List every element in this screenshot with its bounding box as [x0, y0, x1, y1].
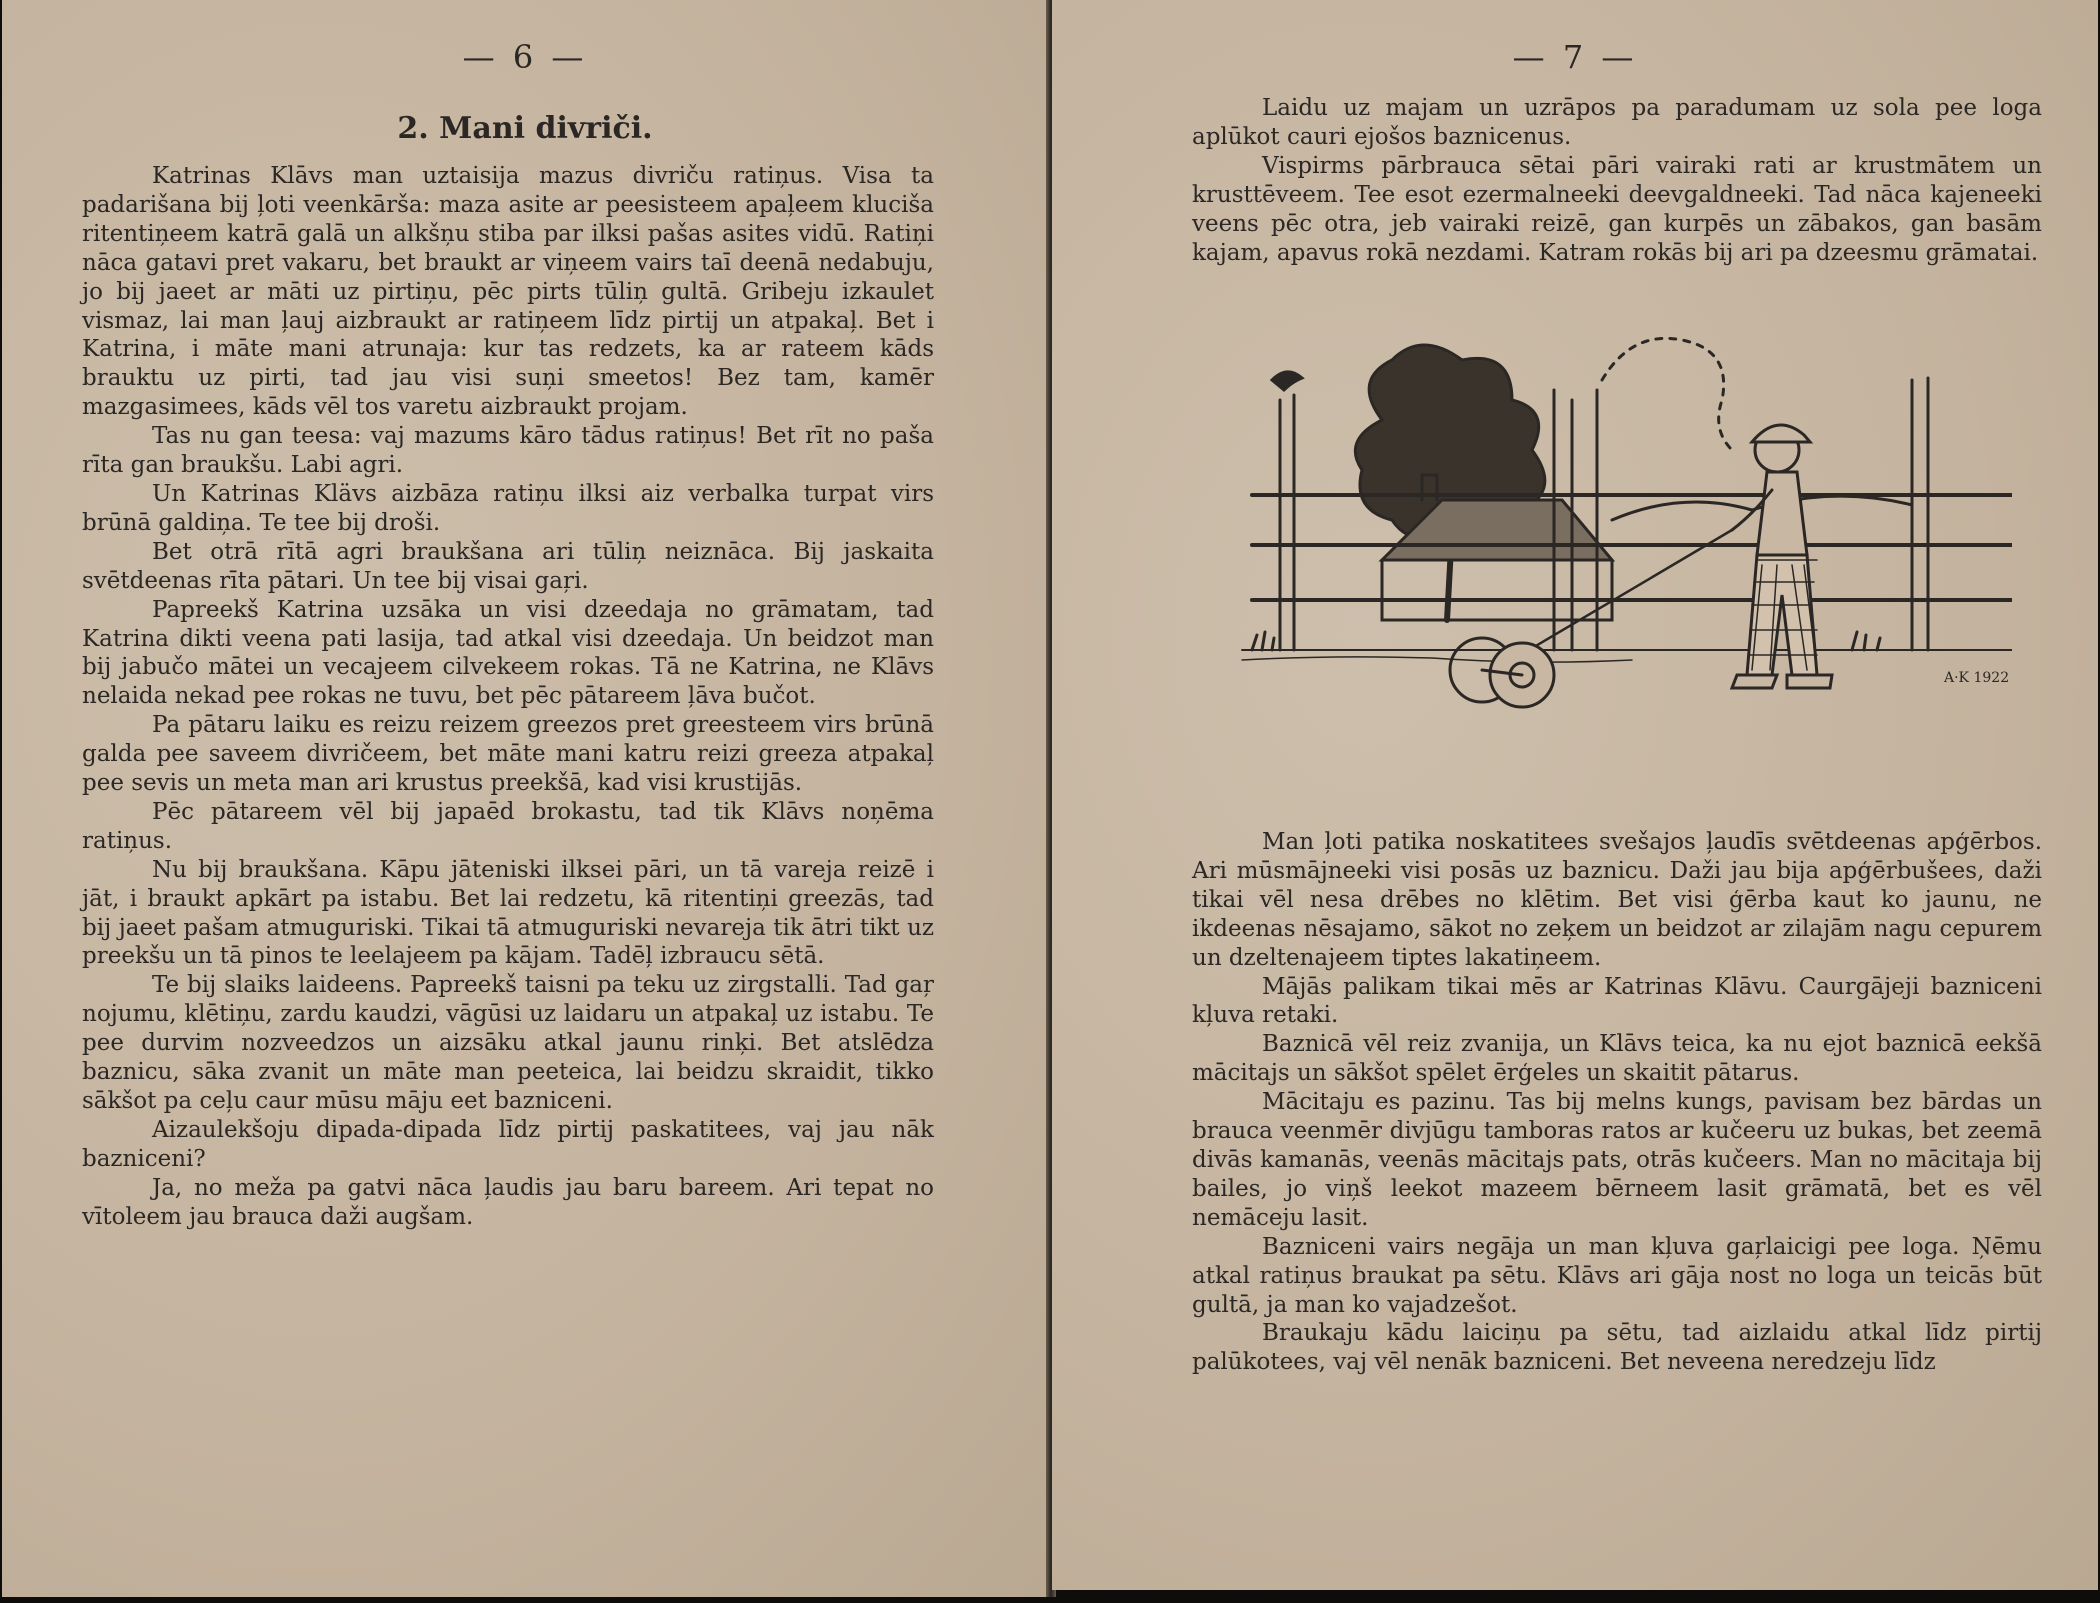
paragraph: Vispirms pārbrauca sētai pāri vairaki rati ar krustmātem un krusttēveem. Tee esot ezermalneeki deevgaldneeki. Tad nāca kajeneeki veens pēc otra, jeb vairaki reizē, gan kurpēs un zābakos, gan basām kajam, apavus rokā nezdami. Katram rokās bij ari pa dzeesmu grāmatai.	[1192, 152, 2042, 266]
right-page	[1052, 0, 2098, 1590]
paragraph: Pēc pātareem vēl bij japaēd brokastu, tad tik Klāvs noņēma ratiņus.	[82, 798, 934, 854]
paragraph: Mācitaju es pazinu. Tas bij melns kungs, pavisam bez bārdas un brauca veenmēr divjūgu tamboras ratos ar kučeeru uz bukas, bet zeemā divās kamanās, veenās mācitajs pats, otrās kučeers. Man no mācitaja bij bailes, jo viņš leekot mazeem bērneem lasit grāmatā, bet es vēl nemāceju lasit.	[1192, 1089, 2042, 1231]
paragraph: Tas nu gan teesa: vaj mazums kāro tādus ratiņus! Bet rīt no paša rīta gan braukšu. Labi agri.	[82, 423, 934, 479]
paragraph: Laidu uz majam un uzrāpos pa paradumam uz sola pee loga aplūkot cauri ejošos baznicenus.	[1192, 95, 2042, 150]
artist-monogram: A·K 1922	[1944, 670, 2010, 686]
left-body-text	[82, 162, 934, 1232]
paragraph: Braukaju kādu laiciņu pa sētu, tad aizlaidu atkal līdz pirtij palūkotees, vaj vēl nenāk bazniceni. Bet neveena neredzeju līdz	[1192, 1320, 2042, 1376]
paragraph: Pa pātaru laiku es reizu reizem greezos pret greesteem virs brūnā galda pee saveem divričeem, bet māte mani katru reizi greeza atpakaļ pee sevis un meta man ari krustus preekšā, kad visi krustijās.	[82, 712, 934, 797]
paragraph: Man ļoti patika noskatitees svešajos ļaudīs svētdeenas apģērbos. Ari mūsmājneeki visi posās uz baznicu. Daži jau bija apģērbušees, daži tikai vēl nesa drēbes no klētim. Bet visi ģērba kaut ko jaunu, ne ikdeenas nēsajamo, sākot no zeķem un beidzot ar zilajām nagu cepurem un dzeltenajeem tiptes lakatiņeem.	[1192, 829, 2042, 971]
paragraph: Un Katrinas Klävs aizbāza ratiņu ilksi aiz verbalka turpat virs brūnā galdiņa. Te tee bij droši.	[82, 480, 934, 536]
paragraph: Aizaulekšoju dipada-dipada līdz pirtij paskatitees, vaj jau nāk bazniceni?	[82, 1116, 934, 1172]
paragraph: Mājās palikam tikai mēs ar Katrinas Klāvu. Caurgājeji bazniceni kļuva retaki.	[1192, 973, 2042, 1029]
paragraph: Ja, no meža pa gatvi nāca ļaudis jau baru bareem. Ari tepat no vītoleem jau brauca daži augšam.	[82, 1174, 934, 1230]
paragraph: Papreekš Katrina uzsāka un visi dzeedaja no grāmatam, tad Katrina dikti veena pati lasija, tad atkal visi dzeedaja. Un beidzot man bij jabučo mātei un vecajeem cilvekeem rokas. Tā ne Katrina, ne Klāvs nelaida nekad pee rokas ne tuvu, bet pēc pātareem ļāva bučot.	[82, 596, 934, 710]
illustration-drawing	[1232, 320, 2012, 820]
paragraph: Bet otrā rītā agri braukšana ari tūliņ neiznāca. Bij jaskaita svētdeenas rīta pātari. Un tee bij visai gaŗi.	[82, 538, 934, 594]
paragraph: Katrinas Klāvs man uztaisija mazus divriču ratiņus. Visa ta padarišana bij ļoti veenkārša: maza asite ar peesisteem apaļeem kluciša ritentiņeem katrā galā un alkšņu stiba par ilksi pašas asites vidū. Ratiņi nāca gatavi pret vakaru, bet braukt ar viņeem vairs taī deenā nedabuju, jo bij jaeet ar māti uz pirtiņu, pēc pirts tūliņ gultā. Gribeju izkaulet vismaz, lai man ļauj aizbraukt ar ratiņeem līdz pirtij un atpakaļ. Bet i Katrina, i māte mani atrunaja: kur tas redzets, ka ar rateem kāds brauktu uz pirti, tad jau visi suņi smeetos! Bez tam, kamēr mazgasimees, kāds vēl tos varetu aizbraukt projam.	[82, 163, 934, 421]
paragraph: Bazniceni vairs negāja un man kļuva gaŗlaicigi pee loga. Ņēmu atkal ratiņus braukat pa sētu. Klāvs ari gāja nost no loga un teicās būt gultā, ja man ko vajadzešot.	[1192, 1233, 2042, 1318]
paragraph: Nu bij braukšana. Kāpu jāteniski ilksei pāri, un tā vareja reizē i jāt, i braukt apkārt pa istabu. Bet lai redzetu, kā ritentiņi greezās, tad bij jaeet pašam atmuguriski. Tikai tā atmuguriski nevareja tik ātri tikt uz preekšu un tā pinos te leelajeem pa kājam. Tadēļ izbraucu sētā.	[82, 856, 934, 970]
paragraph: Baznicā vēl reiz zvanija, un Klāvs teica, ka nu ejot baznicā eekšā mācitajs un sākšot spēlet ērģeles un skaitit pātarus.	[1192, 1031, 2042, 1087]
page-number: — 6 —	[462, 38, 588, 76]
chapter-heading: 2. Mani divriči.	[397, 111, 653, 146]
left-page	[2, 0, 1050, 1597]
right-body-text-bottom	[1192, 828, 2042, 1377]
page-number: — 7 —	[1512, 38, 1638, 76]
right-body-text-top	[1192, 94, 2042, 267]
boy-with-cart-illustration	[1232, 320, 2012, 820]
paragraph: Te bij slaiks laideens. Papreekš taisni pa teku uz zirgstalli. Tad gaŗ nojumu, klētiņu, zardu kaudzi, vāgūsi uz laidaru un atpakaļ uz istabu. Te pee durvim nozveedzos un aizsāku atkal jaunu rinķi. Bet atslēdza baznicu, sāka zvanit un māte man peeteica, lai beidzu skraidit, tikko sākšot pa ceļu caur mūsu māju eet bazniceni.	[82, 972, 934, 1114]
